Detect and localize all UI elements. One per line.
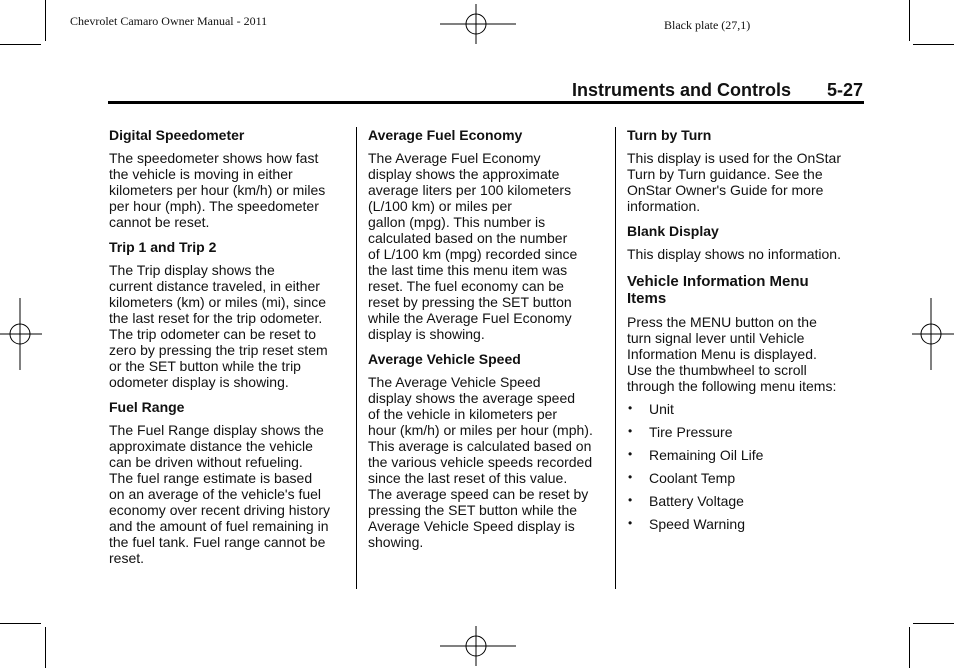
heading-blank-display: Blank Display bbox=[627, 223, 719, 239]
paragraph: The Average Fuel Economy display shows the approximate average liters per 100 kilometers (L/100 km) or miles per gallon (mpg). This number is calculated based on the number of L/100 km (mpg) recorded since the last time this menu item was reset. The fuel economy can be reset by pressing the SET button while the Average Fuel Economy display is showing. bbox=[368, 150, 578, 342]
list-item-label: Unit bbox=[649, 401, 674, 417]
heading-average-fuel-economy: Average Fuel Economy bbox=[368, 127, 523, 143]
heading-trip: Trip 1 and Trip 2 bbox=[109, 239, 217, 255]
crop-mark bbox=[45, 627, 46, 668]
menu-items-list bbox=[627, 401, 867, 539]
list-item bbox=[627, 401, 867, 424]
bullet-icon: • bbox=[628, 424, 633, 438]
list-item-label: Speed Warning bbox=[649, 516, 745, 532]
list-item bbox=[627, 447, 867, 470]
heading-digital-speedometer: Digital Speedometer bbox=[109, 127, 245, 143]
heading-fuel-range: Fuel Range bbox=[109, 399, 185, 415]
paragraph: The Fuel Range display shows the approximate distance the vehicle can be driven without refueling. The fuel range estimate is based on an average of the vehicle's fuel economy over recent driving history and the amount of fuel remaining in the fuel tank. Fuel range cannot be reset. bbox=[109, 422, 330, 566]
bullet-icon: • bbox=[628, 401, 633, 415]
paragraph: Press the MENU button on the turn signal lever until Vehicle Information Menu is displayed. Use the thumbwheel to scroll through the following menu items: bbox=[627, 314, 837, 394]
crop-mark bbox=[909, 0, 910, 41]
bullet-icon: • bbox=[628, 470, 633, 484]
list-item bbox=[627, 493, 867, 516]
heading-average-vehicle-speed: Average Vehicle Speed bbox=[368, 351, 521, 367]
section-title: Instruments and Controls bbox=[572, 80, 792, 100]
page-number: 5-27 bbox=[827, 80, 864, 100]
crop-mark bbox=[0, 44, 41, 45]
bullet-icon: • bbox=[628, 516, 633, 530]
paragraph: This display is used for the OnStar Turn by Turn guidance. See the OnStar Owner's Guide for more information. bbox=[627, 150, 841, 214]
column-3 bbox=[627, 127, 867, 539]
list-item-label: Coolant Temp bbox=[649, 470, 736, 486]
list-item-label: Tire Pressure bbox=[649, 424, 733, 440]
heading-vehicle-information-menu: Vehicle Information Menu Items bbox=[627, 273, 809, 307]
bullet-icon: • bbox=[628, 493, 633, 507]
column-divider bbox=[356, 127, 357, 589]
registration-mark-icon bbox=[912, 298, 954, 370]
list-item bbox=[627, 516, 867, 539]
paragraph: The Trip display shows the current distance traveled, in either kilometers (km) or miles (mi), since the last reset for the trip odometer. The trip odometer can be reset to zero by pressing the trip reset stem or the SET button while the trip odometer display is showing. bbox=[109, 262, 328, 390]
registration-mark-icon bbox=[440, 626, 516, 666]
bullet-icon: • bbox=[628, 447, 633, 461]
paragraph: The Average Vehicle Speed display shows the average speed of the vehicle in kilometers per hour (km/h) or miles per hour (mph). This average is calculated based on the various vehicle speeds recorded since the last reset of this value. The average speed can be reset by pressing the SET button while the Average Vehicle Speed display is showing. bbox=[368, 374, 593, 550]
crop-mark bbox=[0, 623, 41, 624]
header-rule bbox=[108, 101, 864, 104]
column-2 bbox=[368, 127, 608, 559]
registration-mark-icon bbox=[440, 4, 516, 44]
column-1 bbox=[109, 127, 349, 575]
list-item bbox=[627, 424, 867, 447]
heading-turn-by-turn: Turn by Turn bbox=[627, 127, 712, 143]
crop-mark bbox=[913, 623, 954, 624]
crop-mark bbox=[45, 0, 46, 41]
print-header-title: Chevrolet Camaro Owner Manual - 2011 bbox=[70, 14, 268, 28]
list-item-label: Battery Voltage bbox=[649, 493, 744, 509]
list-item-label: Remaining Oil Life bbox=[649, 447, 764, 463]
paragraph: The speedometer shows how fast the vehicle is moving in either kilometers per hour (km/h) or miles per hour (mph). The speedometer cannot be reset. bbox=[109, 150, 326, 230]
crop-mark bbox=[909, 627, 910, 668]
crop-mark bbox=[913, 44, 954, 45]
print-plate-label: Black plate (27,1) bbox=[664, 18, 751, 32]
paragraph: This display shows no information. bbox=[627, 246, 841, 262]
registration-mark-icon bbox=[0, 298, 42, 370]
column-divider bbox=[615, 127, 616, 589]
list-item bbox=[627, 470, 867, 493]
